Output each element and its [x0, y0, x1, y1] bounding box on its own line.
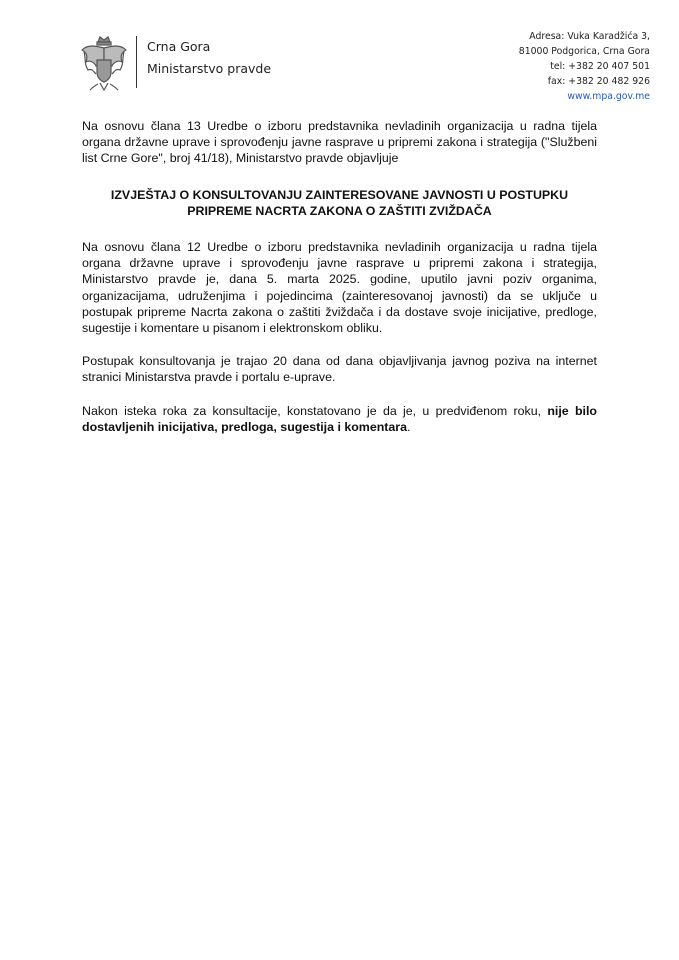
body-paragraph-1: Na osnovu člana 12 Uredbe o izboru predstavnika nevladinih organizacija u radna tijela organa državne uprave i sprovođenju javne rasprave u pripremi zakona i strategija, Ministarstvo pravde je, dana 5. marta 2025. godine, uputilo javni poziv organima, organizacijama, udruženjima i pojedincima (zainteresovanoj javnosti) da se uključe u postupak pripreme Nacrta zakona o zaštiti žviždača i da dostave svoje inicijative, predloge, sugestije i komentare u pisanom i elektronskom obliku.: [82, 240, 597, 336]
country-name: Crna Gora: [147, 39, 211, 54]
body-paragraph-3: [82, 403, 597, 435]
title-line-1: IZVJEŠTAJ O KONSULTOVANJU ZAINTERESOVANE JAVNOSTI U POSTUPKU: [110, 187, 569, 202]
phone-number: tel: +382 20 407 501: [550, 61, 650, 72]
title-line-2: PRIPREME NACRTA ZAKONA O ZAŠTITI ZVIŽDAČA: [187, 203, 492, 218]
contact-block: [519, 29, 650, 104]
ministry-header: [136, 36, 271, 88]
paragraph-3-bold-text: nije bilo dostavljenih inicijativa, predloga, sugestija i komentara: [82, 403, 598, 434]
document-title: [82, 187, 597, 219]
address-line-1: Adresa: Vuka Karadžića 3,: [529, 31, 650, 42]
address-line-2: 81000 Podgorica, Crna Gora: [518, 46, 650, 57]
intro-paragraph: Na osnovu člana 13 Uredbe o izboru predstavnika nevladinih organizacija u radna tijela organa državne uprave i sprovođenju javne rasprave u pripremi zakona i strategija ("Službeni list Crne Gore", broj 41/18), Ministarstvo pravde objavljuje: [82, 119, 597, 166]
fax-number: fax: +382 20 482 926: [547, 76, 650, 87]
ministry-name: Ministarstvo pravde: [147, 61, 272, 76]
document-body: [82, 118, 597, 435]
paragraph-3-text: Nakon isteka roka za konsultacije, konstatovano je da je, u predviđenom roku,: [82, 403, 548, 418]
website-link[interactable]: www.mpa.gov.me: [567, 91, 650, 102]
montenegro-coat-of-arms-icon: [78, 34, 130, 92]
paragraph-3-end: .: [407, 419, 411, 434]
body-paragraph-2: Postupak konsultovanja je trajao 20 dana od dana objavljivanja javnog poziva na internet stranici Ministarstva pravde i portalu e-uprave.: [82, 354, 597, 385]
